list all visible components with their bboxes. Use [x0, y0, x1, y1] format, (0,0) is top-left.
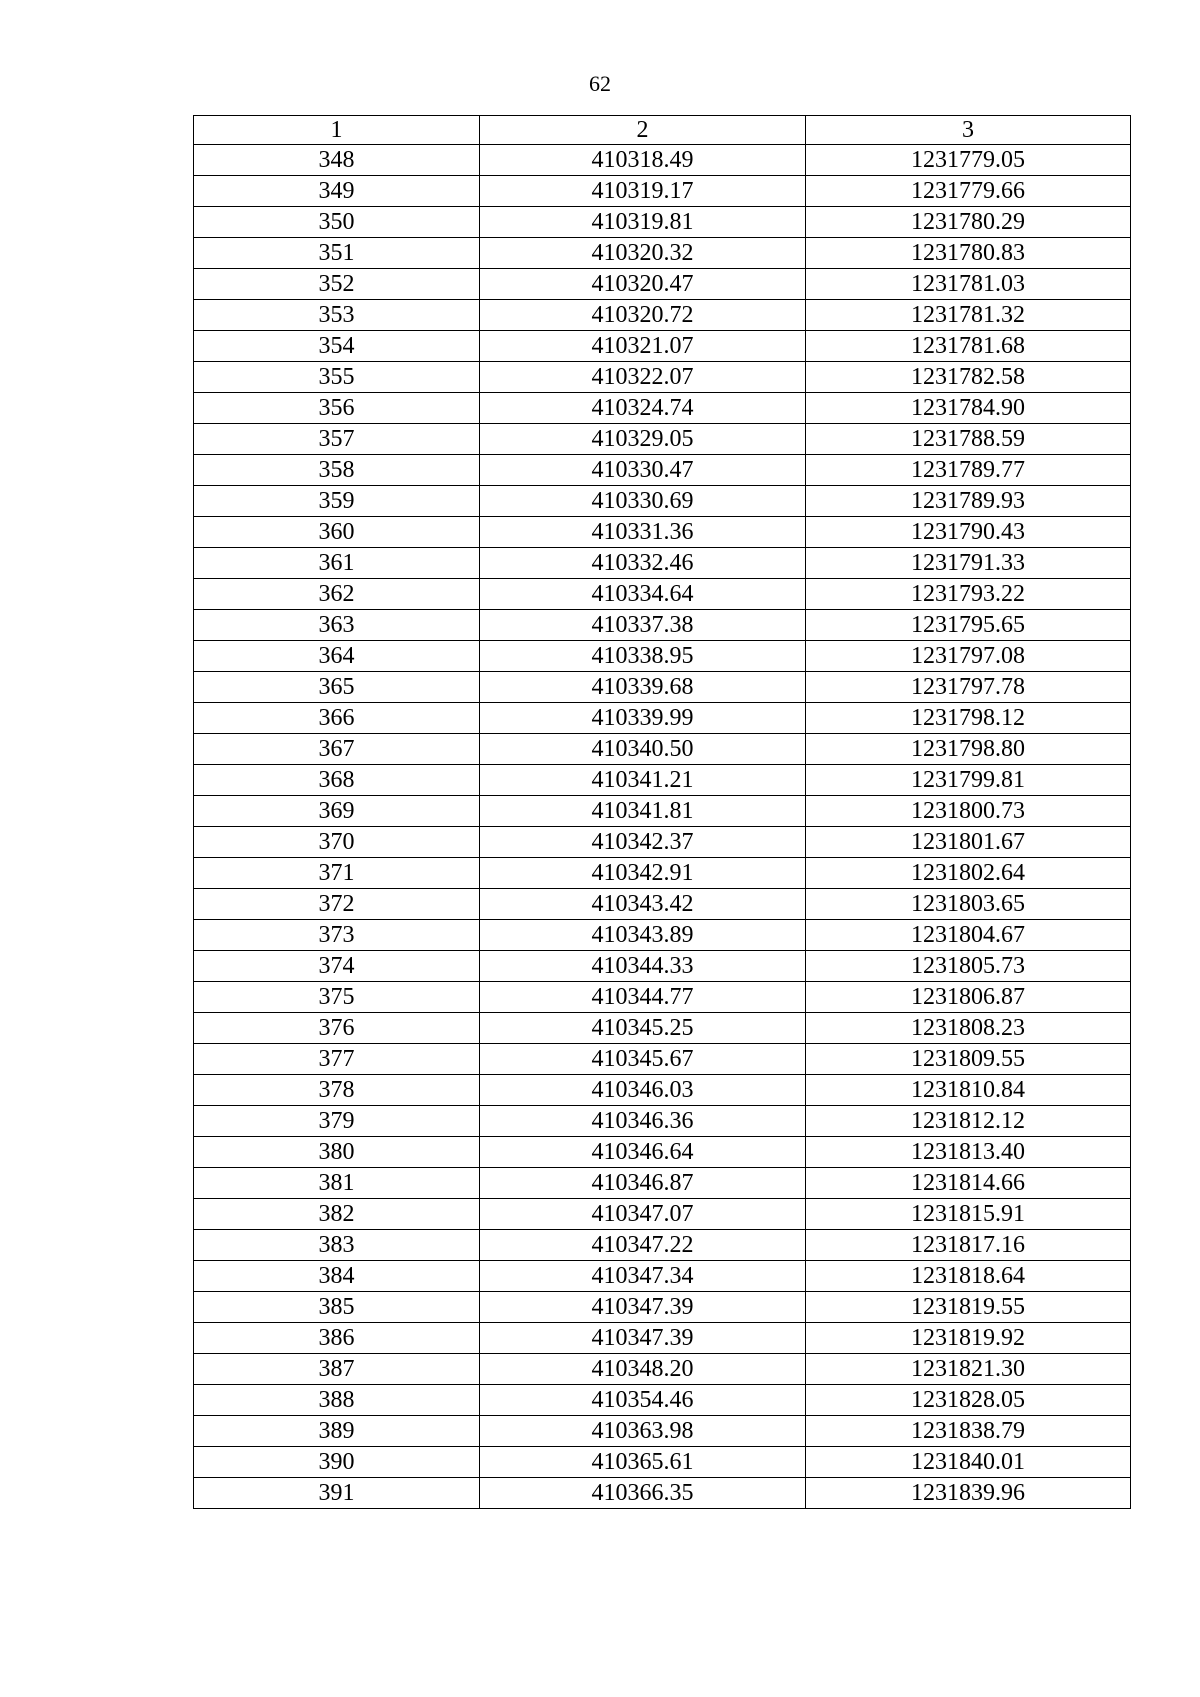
table-row: [194, 1447, 1131, 1478]
table-row: [194, 1292, 1131, 1323]
table-cell-col-1: 363: [194, 610, 480, 641]
table-row: [194, 1478, 1131, 1509]
table-cell-col-1: 389: [194, 1416, 480, 1447]
table-row: [194, 951, 1131, 982]
table-cell-col-2: 410344.77: [480, 982, 806, 1013]
table-cell-col-2: 410341.81: [480, 796, 806, 827]
table-cell-col-3: 1231795.65: [806, 610, 1131, 641]
table-row: [194, 1230, 1131, 1261]
table-row: [194, 331, 1131, 362]
table-cell-col-1: 382: [194, 1199, 480, 1230]
table-cell-col-3: 1231790.43: [806, 517, 1131, 548]
table-row: [194, 486, 1131, 517]
table-cell-col-1: 349: [194, 176, 480, 207]
table-cell-col-3: 1231838.79: [806, 1416, 1131, 1447]
table-row: [194, 610, 1131, 641]
table-cell-col-1: 367: [194, 734, 480, 765]
table-cell-col-2: 410345.25: [480, 1013, 806, 1044]
table-cell-col-3: 1231782.58: [806, 362, 1131, 393]
table-cell-col-1: 387: [194, 1354, 480, 1385]
table-cell-col-3: 1231780.83: [806, 238, 1131, 269]
table-cell-col-2: 410346.64: [480, 1137, 806, 1168]
table-cell-col-2: 410344.33: [480, 951, 806, 982]
table-cell-col-2: 410321.07: [480, 331, 806, 362]
table-cell-col-3: 1231819.55: [806, 1292, 1131, 1323]
table-cell-col-3: 1231804.67: [806, 920, 1131, 951]
table-cell-col-2: 410343.89: [480, 920, 806, 951]
table-cell-col-2: 410347.07: [480, 1199, 806, 1230]
table-cell-col-3: 1231789.77: [806, 455, 1131, 486]
table-cell-col-2: 410338.95: [480, 641, 806, 672]
table-cell-col-3: 1231810.84: [806, 1075, 1131, 1106]
table-cell-col-2: 410319.17: [480, 176, 806, 207]
table-cell-col-2: 410341.21: [480, 765, 806, 796]
table-cell-col-2: 410331.36: [480, 517, 806, 548]
table-cell-col-2: 410347.34: [480, 1261, 806, 1292]
table-cell-col-3: 1231814.66: [806, 1168, 1131, 1199]
table-cell-col-1: 381: [194, 1168, 480, 1199]
table-row: [194, 982, 1131, 1013]
table-cell-col-1: 353: [194, 300, 480, 331]
table-cell-col-1: 358: [194, 455, 480, 486]
table-cell-col-1: 348: [194, 145, 480, 176]
column-header-1: 1: [194, 116, 480, 145]
table-cell-col-2: 410343.42: [480, 889, 806, 920]
table-row: [194, 424, 1131, 455]
table-cell-col-2: 410342.37: [480, 827, 806, 858]
table-cell-col-1: 369: [194, 796, 480, 827]
table-cell-col-3: 1231818.64: [806, 1261, 1131, 1292]
table-cell-col-1: 390: [194, 1447, 480, 1478]
table-cell-col-1: 375: [194, 982, 480, 1013]
table-cell-col-1: 385: [194, 1292, 480, 1323]
table-row: [194, 1013, 1131, 1044]
table-row: [194, 796, 1131, 827]
table-cell-col-3: 1231798.12: [806, 703, 1131, 734]
table-cell-col-3: 1231800.73: [806, 796, 1131, 827]
table-row: [194, 176, 1131, 207]
table-cell-col-1: 374: [194, 951, 480, 982]
table-cell-col-1: 357: [194, 424, 480, 455]
table-cell-col-1: 352: [194, 269, 480, 300]
table-cell-col-2: 410347.39: [480, 1292, 806, 1323]
table-row: [194, 920, 1131, 951]
table-row: [194, 1261, 1131, 1292]
table-cell-col-2: 410345.67: [480, 1044, 806, 1075]
table-row: [194, 641, 1131, 672]
table-cell-col-3: 1231797.78: [806, 672, 1131, 703]
table-cell-col-3: 1231781.68: [806, 331, 1131, 362]
table-cell-col-3: 1231812.12: [806, 1106, 1131, 1137]
table-row: [194, 858, 1131, 889]
table-cell-col-3: 1231815.91: [806, 1199, 1131, 1230]
column-header-3: 3: [806, 116, 1131, 145]
table-cell-col-2: 410346.03: [480, 1075, 806, 1106]
table-row: [194, 827, 1131, 858]
table-cell-col-1: 366: [194, 703, 480, 734]
table-row: [194, 734, 1131, 765]
table-row: [194, 672, 1131, 703]
table-row: [194, 579, 1131, 610]
table-cell-col-2: 410337.38: [480, 610, 806, 641]
table-cell-col-1: 372: [194, 889, 480, 920]
table-row: [194, 765, 1131, 796]
table-cell-col-2: 410330.47: [480, 455, 806, 486]
table-cell-col-3: 1231798.80: [806, 734, 1131, 765]
table-row: [194, 1323, 1131, 1354]
table-cell-col-1: 391: [194, 1478, 480, 1509]
table-cell-col-3: 1231793.22: [806, 579, 1131, 610]
table-cell-col-2: 410365.61: [480, 1447, 806, 1478]
table-cell-col-2: 410332.46: [480, 548, 806, 579]
table-row: [194, 269, 1131, 300]
table-cell-col-1: 364: [194, 641, 480, 672]
table-row: [194, 1416, 1131, 1447]
coordinates-table: [193, 115, 1131, 1509]
table-cell-col-2: 410339.99: [480, 703, 806, 734]
table-cell-col-2: 410320.72: [480, 300, 806, 331]
page-number: 62: [589, 71, 611, 96]
table-cell-col-3: 1231781.32: [806, 300, 1131, 331]
table-cell-col-3: 1231809.55: [806, 1044, 1131, 1075]
table-cell-col-2: 410363.98: [480, 1416, 806, 1447]
table-cell-col-1: 351: [194, 238, 480, 269]
table-row: [194, 455, 1131, 486]
table-cell-col-1: 361: [194, 548, 480, 579]
table-cell-col-1: 378: [194, 1075, 480, 1106]
table-cell-col-3: 1231799.81: [806, 765, 1131, 796]
table-cell-col-2: 410330.69: [480, 486, 806, 517]
table-cell-col-3: 1231808.23: [806, 1013, 1131, 1044]
table-cell-col-1: 356: [194, 393, 480, 424]
table-row: [194, 1137, 1131, 1168]
table-cell-col-3: 1231817.16: [806, 1230, 1131, 1261]
table-cell-col-1: 362: [194, 579, 480, 610]
table-cell-col-3: 1231791.33: [806, 548, 1131, 579]
table-cell-col-3: 1231802.64: [806, 858, 1131, 889]
table-cell-col-2: 410347.39: [480, 1323, 806, 1354]
table-row: [194, 517, 1131, 548]
table-cell-col-3: 1231806.87: [806, 982, 1131, 1013]
table-cell-col-3: 1231779.05: [806, 145, 1131, 176]
table-cell-col-2: 410320.47: [480, 269, 806, 300]
table-row: [194, 393, 1131, 424]
column-header-2: 2: [480, 116, 806, 145]
table-cell-col-1: 371: [194, 858, 480, 889]
table-cell-col-2: 410318.49: [480, 145, 806, 176]
table-row: [194, 1354, 1131, 1385]
table-cell-col-2: 410339.68: [480, 672, 806, 703]
table-cell-col-1: 373: [194, 920, 480, 951]
table-cell-col-3: 1231819.92: [806, 1323, 1131, 1354]
table-cell-col-1: 368: [194, 765, 480, 796]
table-cell-col-3: 1231781.03: [806, 269, 1131, 300]
table-cell-col-3: 1231840.01: [806, 1447, 1131, 1478]
table-row: [194, 548, 1131, 579]
table-cell-col-2: 410322.07: [480, 362, 806, 393]
table-cell-col-2: 410354.46: [480, 1385, 806, 1416]
table-cell-col-1: 354: [194, 331, 480, 362]
table-row: [194, 703, 1131, 734]
table-cell-col-2: 410319.81: [480, 207, 806, 238]
table-cell-col-3: 1231797.08: [806, 641, 1131, 672]
table-row: [194, 145, 1131, 176]
table-cell-col-1: 383: [194, 1230, 480, 1261]
table-cell-col-1: 377: [194, 1044, 480, 1075]
table-row: [194, 1168, 1131, 1199]
table-cell-col-3: 1231828.05: [806, 1385, 1131, 1416]
table-cell-col-3: 1231789.93: [806, 486, 1131, 517]
table-cell-col-2: 410324.74: [480, 393, 806, 424]
table-cell-col-3: 1231813.40: [806, 1137, 1131, 1168]
table-cell-col-3: 1231780.29: [806, 207, 1131, 238]
table-cell-col-1: 380: [194, 1137, 480, 1168]
table-row: [194, 207, 1131, 238]
table-cell-col-1: 359: [194, 486, 480, 517]
table-cell-col-1: 376: [194, 1013, 480, 1044]
table-header-row: [194, 116, 1131, 145]
table-cell-col-1: 379: [194, 1106, 480, 1137]
table-cell-col-2: 410366.35: [480, 1478, 806, 1509]
table-cell-col-3: 1231784.90: [806, 393, 1131, 424]
table-row: [194, 362, 1131, 393]
table-row: [194, 238, 1131, 269]
table-row: [194, 1385, 1131, 1416]
table-cell-col-1: 386: [194, 1323, 480, 1354]
table-cell-col-3: 1231821.30: [806, 1354, 1131, 1385]
table-cell-col-3: 1231801.67: [806, 827, 1131, 858]
table-cell-col-2: 410348.20: [480, 1354, 806, 1385]
table-cell-col-2: 410329.05: [480, 424, 806, 455]
table-row: [194, 1199, 1131, 1230]
table-cell-col-2: 410320.32: [480, 238, 806, 269]
table-cell-col-2: 410334.64: [480, 579, 806, 610]
table-cell-col-1: 360: [194, 517, 480, 548]
table-row: [194, 889, 1131, 920]
table-cell-col-3: 1231779.66: [806, 176, 1131, 207]
table-cell-col-3: 1231803.65: [806, 889, 1131, 920]
table-cell-col-2: 410342.91: [480, 858, 806, 889]
table-cell-col-1: 370: [194, 827, 480, 858]
table-row: [194, 300, 1131, 331]
table-cell-col-1: 350: [194, 207, 480, 238]
table-cell-col-3: 1231839.96: [806, 1478, 1131, 1509]
table-cell-col-3: 1231788.59: [806, 424, 1131, 455]
table-cell-col-1: 388: [194, 1385, 480, 1416]
table-cell-col-2: 410340.50: [480, 734, 806, 765]
table-cell-col-2: 410347.22: [480, 1230, 806, 1261]
table-row: [194, 1106, 1131, 1137]
table-body: [194, 145, 1131, 1509]
table-row: [194, 1075, 1131, 1106]
table-cell-col-2: 410346.36: [480, 1106, 806, 1137]
table-cell-col-1: 365: [194, 672, 480, 703]
table-row: [194, 1044, 1131, 1075]
table-cell-col-1: 384: [194, 1261, 480, 1292]
table-cell-col-3: 1231805.73: [806, 951, 1131, 982]
table-cell-col-1: 355: [194, 362, 480, 393]
table-cell-col-2: 410346.87: [480, 1168, 806, 1199]
